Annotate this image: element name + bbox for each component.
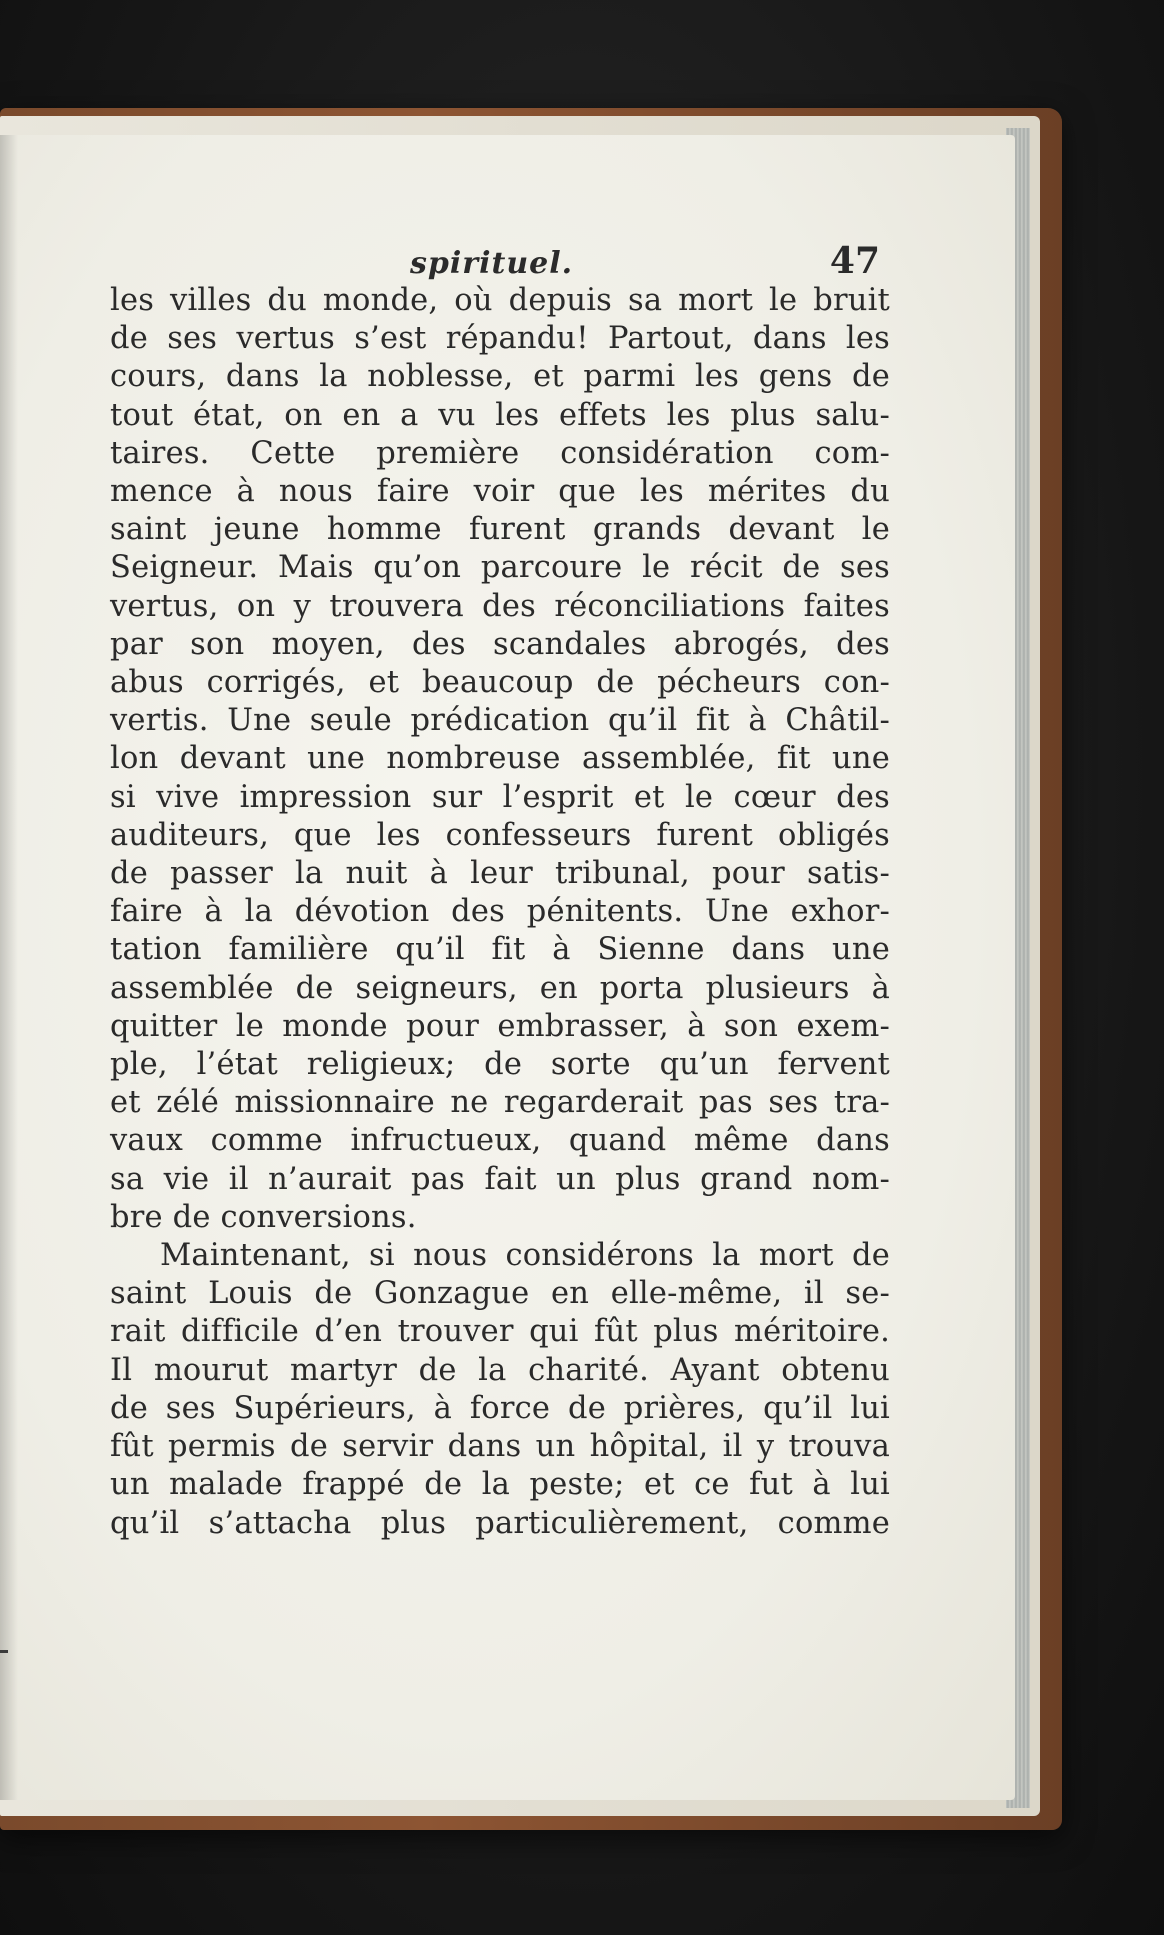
text-line: vertis. Une seule prédication qu’il fit à Châtil-: [110, 703, 890, 739]
text-line: quitter le monde pour embrasser, à son exem-: [110, 1008, 890, 1044]
text-line: mence à nous faire voir que les mérites du: [110, 474, 890, 510]
text-line: faire à la dévotion des pénitents. Une exhor-: [110, 894, 890, 930]
running-title: spirituel.: [410, 246, 574, 281]
text-line: auditeurs, que les confesseurs furent obligés: [110, 817, 890, 853]
text-line: par son moyen, des scandales abrogés, des: [110, 626, 890, 662]
text-line: si vive impression sur l’esprit et le cœur des: [110, 779, 890, 815]
text-line: Seigneur. Mais qu’on parcoure le récit de ses: [110, 550, 890, 586]
text-line: un malade frappé de la peste; et ce fut à lui: [110, 1467, 890, 1503]
text-line: tation familière qu’il fit à Sienne dans une: [110, 932, 890, 968]
body-text: [110, 282, 890, 1543]
text-line: taires. Cette première considération com-: [110, 435, 890, 471]
margin-mark: [0, 1650, 8, 1653]
text-line: rait difficile d’en trouver qui fût plus méritoire.: [110, 1314, 890, 1350]
text-line: tout état, on en a vu les effets les plus salu-: [110, 397, 890, 433]
text-line: bre de conversions.: [110, 1199, 417, 1235]
text-line: fût permis de servir dans un hôpital, il y trouva: [110, 1429, 890, 1465]
text-line: lon devant une nombreuse assemblée, fit une: [110, 741, 890, 777]
text-line: les villes du monde, où depuis sa mort le bruit: [110, 283, 890, 318]
text-line: abus corrigés, et beaucoup de pécheurs con-: [110, 665, 890, 701]
text-line: saint Louis de Gonzague en elle-même, il se-: [110, 1276, 890, 1312]
text-line: vertus, on y trouvera des réconciliations faites: [110, 588, 890, 624]
text-line: de ses Supérieurs, à force de prières, qu’il lui: [110, 1390, 890, 1426]
text-line: de ses vertus s’est répandu! Partout, dans les: [110, 321, 890, 357]
text-line: Maintenant, si nous considérons la mort de: [160, 1238, 890, 1274]
book-page: [0, 135, 1015, 1800]
text-line: et zélé missionnaire ne regarderait pas ses tra-: [110, 1085, 890, 1121]
text-line: ple, l’état religieux; de sorte qu’un fervent: [110, 1047, 890, 1083]
text-line: qu’il s’attacha plus particulièrement, comme: [110, 1505, 890, 1541]
text-line: assemblée de seigneurs, en porta plusieurs à: [110, 970, 890, 1006]
text-line: sa vie il n’aurait pas fait un plus grand nom-: [110, 1161, 890, 1197]
text-line: cours, dans la noblesse, et parmi les gens de: [110, 359, 890, 395]
page-number: 47: [829, 240, 880, 282]
text-line: de passer la nuit à leur tribunal, pour satis-: [110, 856, 890, 892]
gutter-shadow: [0, 135, 18, 1800]
text-line: saint jeune homme furent grands devant le: [110, 512, 890, 548]
text-line: Il mourut martyr de la charité. Ayant obtenu: [110, 1352, 890, 1388]
text-line: vaux comme infructueux, quand même dans: [110, 1123, 890, 1159]
